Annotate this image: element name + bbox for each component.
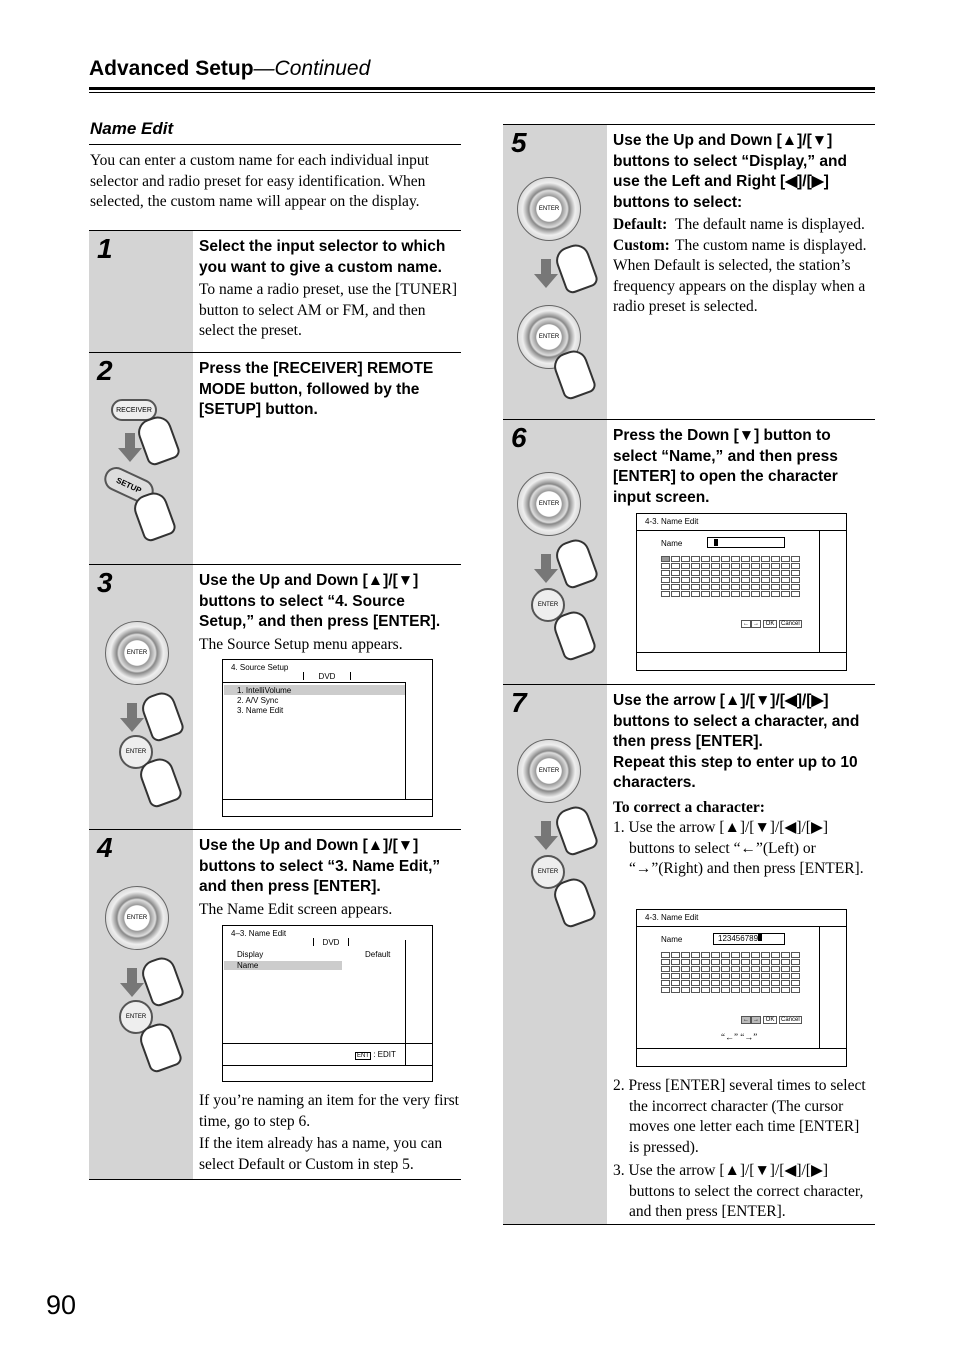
char-key [681, 966, 690, 972]
char-key [761, 987, 770, 993]
char-key [681, 973, 690, 979]
char-key [701, 591, 710, 597]
char-key [771, 577, 780, 583]
down-arrow-head-icon [534, 274, 558, 288]
dial-label: ENTER [538, 501, 560, 507]
char-key [791, 959, 800, 965]
screen-title: 4-3. Name Edit [645, 913, 699, 922]
char-key [781, 987, 790, 993]
name-label: Name [661, 935, 683, 944]
char-key [791, 952, 800, 958]
char-key [661, 570, 670, 576]
step-number-panel [503, 125, 607, 420]
char-key [791, 591, 800, 597]
char-key [741, 959, 750, 965]
correct-step-3: 3. Use the arrow [▲]/[▼]/[◀]/[▶] buttons to select the correct character, and then press [ENTER]. [613, 1162, 864, 1220]
char-key [771, 952, 780, 958]
char-key [731, 952, 740, 958]
char-key [701, 966, 710, 972]
step-5 [503, 124, 875, 420]
char-key [671, 952, 680, 958]
char-key [781, 980, 790, 986]
char-key [701, 584, 710, 590]
down-arrow-icon [125, 433, 135, 449]
display-label: Display [237, 950, 264, 959]
down-arrow-icon [541, 259, 551, 275]
dial-label: ENTER [126, 915, 148, 921]
char-key [791, 966, 800, 972]
char-key [701, 556, 710, 562]
step-number-panel [89, 353, 193, 564]
enter-dial-icon [517, 177, 581, 241]
char-key [661, 973, 670, 979]
char-key [691, 591, 700, 597]
step-number-panel [89, 231, 193, 353]
step-number: 4 [97, 832, 113, 863]
char-key [691, 570, 700, 576]
screen-input: DVD [303, 672, 351, 680]
enter-label: ENTER [125, 749, 147, 755]
char-key [681, 980, 690, 986]
char-key [761, 952, 770, 958]
dial-label: ENTER [538, 206, 560, 212]
char-key [671, 556, 680, 562]
char-key [741, 570, 750, 576]
step-heading: Use the Up and Down [▲]/[▼] buttons to select “3. Name Edit,” and then press [ENTER]. [199, 837, 441, 895]
section-title: Name Edit [90, 119, 174, 138]
step-number-panel [89, 565, 193, 830]
step-heading: Use the Up and Down [▲]/[▼] buttons to select “Display,” and use the Left and Right [◀]/[▶] buttons to select: [613, 132, 847, 211]
char-key [741, 556, 750, 562]
char-key [681, 987, 690, 993]
section-rule [89, 144, 461, 145]
char-key [711, 556, 720, 562]
char-key [781, 959, 790, 965]
char-key [701, 987, 710, 993]
hand-icon [552, 536, 600, 591]
page-number: 90 [46, 1290, 77, 1320]
char-key [751, 563, 760, 569]
char-key [771, 959, 780, 965]
ok-key: OK [763, 620, 778, 628]
char-key [701, 563, 710, 569]
step-number-panel [89, 830, 193, 1179]
char-key [671, 980, 680, 986]
char-key [661, 556, 670, 562]
char-key [771, 591, 780, 597]
char-key [701, 959, 710, 965]
enter-dial-icon [517, 472, 581, 536]
char-key [791, 556, 800, 562]
step-text: To name a radio preset, use the [TUNER] button to select AM or FM, and then select the preset. [199, 281, 458, 339]
char-key [661, 952, 670, 958]
char-key [661, 563, 670, 569]
step-text: The Name Edit screen appears. [199, 900, 393, 918]
ent-key-icon: ENT [357, 1053, 369, 1059]
char-key [751, 952, 760, 958]
step-heading: Press the Down [▼] button to select “Name,” and then press [ENTER] to open the character input screen. [613, 427, 838, 506]
char-key [711, 973, 720, 979]
char-key [681, 959, 690, 965]
char-key [731, 959, 740, 965]
char-key [761, 584, 770, 590]
char-key [691, 952, 700, 958]
screen-input: DVD [313, 938, 349, 946]
header [89, 57, 370, 81]
enter-label: ENTER [537, 869, 559, 875]
char-key [771, 987, 780, 993]
char-key [681, 577, 690, 583]
screen-title: 4-3. Name Edit [645, 517, 699, 526]
char-key [691, 980, 700, 986]
down-arrow-head-icon [120, 983, 144, 997]
char-key [761, 556, 770, 562]
char-key [681, 952, 690, 958]
header-subtitle: —Continued [253, 57, 371, 80]
char-key [731, 563, 740, 569]
char-key [721, 570, 730, 576]
char-key [781, 591, 790, 597]
char-key [751, 591, 760, 597]
enter-dial-icon [105, 886, 169, 950]
char-key [731, 577, 740, 583]
header-rule [89, 87, 875, 90]
char-key [701, 980, 710, 986]
char-key [731, 973, 740, 979]
char-key [781, 570, 790, 576]
char-key [671, 987, 680, 993]
char-key [721, 980, 730, 986]
char-key [761, 577, 770, 583]
cancel-key: Cancel [781, 621, 800, 627]
char-key [751, 556, 760, 562]
step-text: The Source Setup menu appears. [199, 635, 403, 653]
source-setup-screen [222, 659, 433, 817]
char-key [791, 987, 800, 993]
custom-label: Custom: [613, 236, 670, 254]
char-key [791, 577, 800, 583]
char-input-screen [636, 909, 847, 1067]
char-key [711, 577, 720, 583]
down-arrow-icon [541, 821, 551, 837]
char-key [661, 966, 670, 972]
char-key [781, 556, 790, 562]
char-key [781, 973, 790, 979]
char-key [721, 987, 730, 993]
char-key [691, 584, 700, 590]
menu-item: 1. IntelliVolume [237, 686, 292, 695]
char-key [771, 563, 780, 569]
char-key [731, 966, 740, 972]
char-key [741, 980, 750, 986]
step-3 [89, 564, 461, 830]
char-key [781, 952, 790, 958]
char-key [711, 584, 720, 590]
down-arrow-head-icon [534, 836, 558, 850]
char-key [751, 570, 760, 576]
char-key [791, 973, 800, 979]
char-key [701, 973, 710, 979]
char-key [711, 980, 720, 986]
char-key [671, 570, 680, 576]
screen-title: 4. Source Setup [231, 663, 289, 672]
char-key [701, 577, 710, 583]
enter-dial-icon [517, 739, 581, 803]
char-key [711, 987, 720, 993]
char-key [741, 563, 750, 569]
enter-label: ENTER [537, 602, 559, 608]
char-key [771, 570, 780, 576]
char-key [691, 577, 700, 583]
step-number: 2 [97, 355, 113, 386]
char-key [781, 584, 790, 590]
char-key [751, 973, 760, 979]
step-2 [89, 352, 461, 564]
down-arrow-head-icon [534, 569, 558, 583]
step-6 [503, 419, 875, 685]
receiver-button-label: RECEIVER [116, 406, 152, 414]
char-key [681, 584, 690, 590]
step-heading: Use the arrow [▲]/[▼]/[◀]/[▶] buttons to select a character, and then press [ENTER]. [613, 692, 860, 750]
char-key [661, 584, 670, 590]
char-key [661, 577, 670, 583]
arrow-keys-caption: “←” “→” [721, 1032, 758, 1042]
char-key [731, 987, 740, 993]
char-key [721, 966, 730, 972]
char-key [711, 563, 720, 569]
char-key [741, 973, 750, 979]
char-key [751, 980, 760, 986]
char-key [751, 987, 760, 993]
char-key [671, 563, 680, 569]
char-key [671, 966, 680, 972]
display-value: Default [365, 950, 391, 959]
step-text: When Default is selected, the station’s frequency appears on the display when a radio preset is selected. [613, 257, 866, 315]
step-number-panel [503, 685, 607, 1224]
char-key [791, 980, 800, 986]
step-heading: Select the input selector to which you want to give a custom name. [199, 238, 446, 276]
menu-item: 3. Name Edit [237, 706, 284, 715]
char-key [761, 966, 770, 972]
char-key [671, 577, 680, 583]
step-heading: Press the [RECEIVER] REMOTE MODE button, followed by the [SETUP] button. [199, 360, 434, 418]
step-note: If the item already has a name, you can select Default or Custom in step 5. [199, 1135, 443, 1173]
char-key [781, 966, 790, 972]
char-key [761, 563, 770, 569]
char-key [771, 556, 780, 562]
char-key [751, 959, 760, 965]
char-key [711, 570, 720, 576]
down-arrow-icon [541, 554, 551, 570]
name-edit-screen [222, 925, 433, 1082]
name-label: Name [661, 539, 683, 548]
char-key [661, 959, 670, 965]
correct-step-1: 1. Use the arrow [▲]/[▼]/[◀]/[▶] buttons to select “←”(Left) or “→”(Right) and then press [ENTER]. [613, 819, 864, 877]
char-key [691, 959, 700, 965]
correct-title: To correct a character: [613, 798, 765, 816]
screen-title: 4–3. Name Edit [231, 929, 287, 938]
char-key [681, 591, 690, 597]
char-key [741, 987, 750, 993]
step-number-panel [503, 420, 607, 685]
down-arrow-head-icon [120, 718, 144, 732]
char-key [721, 952, 730, 958]
char-key [751, 966, 760, 972]
char-key [691, 563, 700, 569]
char-key [691, 973, 700, 979]
hand-icon [552, 241, 600, 296]
char-key [681, 570, 690, 576]
hand-icon [138, 954, 186, 1009]
section-intro: You can enter a custom name for each individual input selector and radio preset for easy identification. When selected, the custom name will appear on the display. [90, 152, 429, 210]
char-key [721, 591, 730, 597]
step-number: 7 [511, 687, 527, 718]
char-key [771, 980, 780, 986]
char-key [691, 966, 700, 972]
hand-icon [138, 689, 186, 744]
character-grid [661, 952, 800, 993]
char-key [671, 591, 680, 597]
char-key [721, 577, 730, 583]
name-field [713, 933, 785, 945]
char-key [781, 577, 790, 583]
char-key [741, 966, 750, 972]
step-heading-2: Repeat this step to enter up to 10 characters. [613, 753, 858, 791]
char-key [781, 563, 790, 569]
char-key [761, 973, 770, 979]
char-key [761, 591, 770, 597]
char-key [761, 570, 770, 576]
char-key [771, 584, 780, 590]
char-key [741, 952, 750, 958]
char-key [761, 959, 770, 965]
edit-label: : EDIT [373, 1050, 396, 1059]
char-key [671, 584, 680, 590]
custom-text: The custom name is displayed. [675, 236, 867, 254]
char-key [741, 591, 750, 597]
char-key [671, 959, 680, 965]
char-key [791, 584, 800, 590]
char-key [741, 584, 750, 590]
char-input-screen [636, 513, 847, 671]
header-title: Advanced Setup [89, 57, 254, 80]
char-key [731, 584, 740, 590]
step-heading: Use the Up and Down [▲]/[▼] buttons to select “4. Source Setup,” and then press [ENTER]. [199, 572, 441, 630]
char-key [731, 556, 740, 562]
char-key [691, 556, 700, 562]
char-key [671, 973, 680, 979]
enter-label: ENTER [125, 1014, 147, 1020]
char-key [721, 563, 730, 569]
step-number: 3 [97, 567, 113, 598]
step-number: 6 [511, 422, 527, 453]
down-arrow-head-icon [118, 448, 142, 462]
char-key [701, 952, 710, 958]
correct-step-2: 2. Press [ENTER] several times to select the incorrect character (The cursor moves one letter each time [ENTER] is pressed). [613, 1077, 866, 1156]
character-grid [661, 556, 800, 597]
char-key [721, 959, 730, 965]
char-key [711, 952, 720, 958]
default-text: The default name is displayed. [675, 216, 865, 233]
menu-item: 2. A/V Sync [237, 696, 279, 705]
char-key [721, 556, 730, 562]
down-arrow-icon [127, 968, 137, 984]
step-1 [89, 230, 461, 353]
char-key [751, 584, 760, 590]
char-key [661, 591, 670, 597]
char-key [731, 980, 740, 986]
char-key [711, 959, 720, 965]
char-key [711, 591, 720, 597]
hand-icon [552, 803, 600, 858]
char-key [751, 577, 760, 583]
setup-button-label: SETUP [115, 475, 143, 495]
name-value: 123456789 [718, 934, 759, 943]
dial-label: ENTER [538, 768, 560, 774]
char-key [681, 556, 690, 562]
char-key [731, 570, 740, 576]
char-key [701, 570, 710, 576]
down-arrow-icon [127, 703, 137, 719]
char-key [721, 973, 730, 979]
char-key [761, 980, 770, 986]
kbd-controls: ← → OK Cancel [743, 621, 800, 627]
char-key [771, 966, 780, 972]
cancel-key: Cancel [781, 1017, 800, 1023]
char-key [681, 563, 690, 569]
dial-label: ENTER [126, 650, 148, 656]
char-key [691, 987, 700, 993]
kbd-controls: ← → OK Cancel [743, 1017, 800, 1023]
name-label: Name [237, 961, 259, 970]
step-note: If you’re naming an item for the very first time, go to step 6. [199, 1092, 459, 1130]
ok-key: OK [763, 1016, 778, 1024]
char-key [731, 591, 740, 597]
dial-label: ENTER [538, 334, 560, 340]
char-key [661, 980, 670, 986]
step-7 [503, 684, 875, 1225]
char-key [661, 987, 670, 993]
header-rule-thin [89, 92, 875, 93]
name-field [707, 537, 785, 548]
char-key [741, 577, 750, 583]
step-4 [89, 829, 461, 1180]
enter-dial-icon [105, 621, 169, 685]
char-key [791, 563, 800, 569]
default-label: Default: [613, 216, 668, 233]
step-number: 1 [97, 233, 113, 264]
char-key [791, 570, 800, 576]
char-key [711, 966, 720, 972]
step-number: 5 [511, 127, 527, 158]
char-key [721, 584, 730, 590]
char-key [771, 973, 780, 979]
